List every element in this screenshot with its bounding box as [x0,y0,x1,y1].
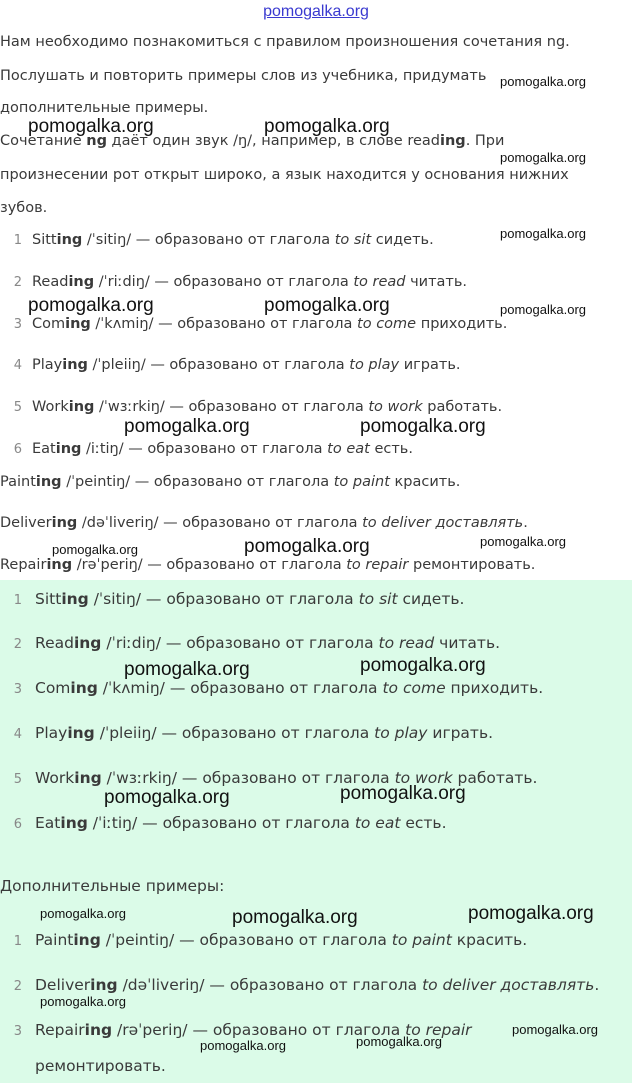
watermark: pomogalka.org [28,116,154,137]
intro-paragraph-1: Нам необходимо познакомиться с правилом произношения сочетания ng. [0,34,570,50]
word-item: 2 Reading /ˈriːdiŋ/ — образовано от глагола to read читать. [13,274,468,290]
intro-paragraph-2b: дополнительные примеры. [0,100,209,116]
intro-paragraph-3a: Сочетание ng даёт один звук /ŋ/, например, в слове reading. При [0,133,505,149]
watermark: pomogalka.org [512,1022,598,1037]
watermark: pomogalka.org [232,907,358,928]
watermark: pomogalka.org [124,659,250,680]
extra-item: 1 Painting /ˈpeintiŋ/ — образовано от глагола to paint красить. [13,931,528,949]
word-item: 4 Playing /ˈpleiiŋ/ — образовано от глагола to play играть. [13,357,461,373]
word-item: 6 Eating /iːtiŋ/ — образовано от глагола to eat есть. [13,441,413,457]
watermark: pomogalka.org [52,542,138,557]
watermark: pomogalka.org [28,295,154,316]
extra-heading: Дополнительные примеры: [0,877,225,895]
watermark: pomogalka.org [124,416,250,437]
extra-item: 2 Delivering /dəˈliveriŋ/ — образовано от глагола to deliver доставлять. [13,976,600,994]
word-item: 1 Sitting /ˈsitiŋ/ — образовано от глагола to sit сидеть. [13,232,434,248]
watermark: pomogalka.org [500,302,586,317]
extra-item: Repairing /rəˈperiŋ/ — образовано от глагола to repair ремонтировать. [0,557,536,573]
watermark: pomogalka.org [500,226,586,241]
watermark: pomogalka.org [104,787,230,808]
extra-item: 3 Repairing /rəˈperiŋ/ — образовано от глагола to repair [13,1021,472,1039]
watermark: pomogalka.org [356,1034,442,1049]
watermark: pomogalka.org [40,994,126,1009]
watermark: pomogalka.org [264,295,390,316]
watermark: pomogalka.org [244,536,370,557]
watermark: pomogalka.org [360,416,486,437]
word-item: 5 Working /ˈwɜːrkiŋ/ — образовано от глагола to work работать. [13,769,538,787]
word-item: 3 Coming /ˈkʌmiŋ/ — образовано от глагола to come приходить. [13,316,508,332]
intro-paragraph-3b: произнесении рот открыт широко, а язык находится у основания нижних [0,167,569,183]
word-item: 6 Eating /ˈiːtiŋ/ — образовано от глагола to eat есть. [13,814,447,832]
watermark: pomogalka.org [264,116,390,137]
watermark: pomogalka.org [40,906,126,921]
word-item: 2 Reading /ˈriːdiŋ/ — образовано от глагола to read читать. [13,634,501,652]
watermark: pomogalka.org [468,903,594,924]
word-item: 3 Coming /ˈkʌmiŋ/ — образовано от глагола to come приходить. [13,679,544,697]
word-item: 5 Working /ˈwɜːrkiŋ/ — образовано от глагола to work работать. [13,399,503,415]
extra-item: Delivering /dəˈliveriŋ/ — образовано от глагола to deliver доставлять. [0,515,528,531]
word-item: 1 Sitting /ˈsitiŋ/ — образовано от глагола to sit сидеть. [13,590,465,608]
watermark: pomogalka.org [500,74,586,89]
extra-item-continuation: ремонтировать. [35,1057,166,1075]
word-item: 4 Playing /ˈpleiiŋ/ — образовано от глагола to play играть. [13,724,494,742]
intro-paragraph-2a: Послушать и повторить примеры слов из учебника, придумать [0,68,487,84]
intro-paragraph-3c: зубов. [0,200,48,216]
watermark: pomogalka.org [340,783,466,804]
watermark: pomogalka.org [500,150,586,165]
site-link[interactable]: pomogalka.org [263,3,369,20]
extra-item: Painting /ˈpeintiŋ/ — образовано от глагола to paint красить. [0,474,461,490]
watermark: pomogalka.org [200,1038,286,1053]
watermark: pomogalka.org [480,534,566,549]
watermark: pomogalka.org [360,655,486,676]
